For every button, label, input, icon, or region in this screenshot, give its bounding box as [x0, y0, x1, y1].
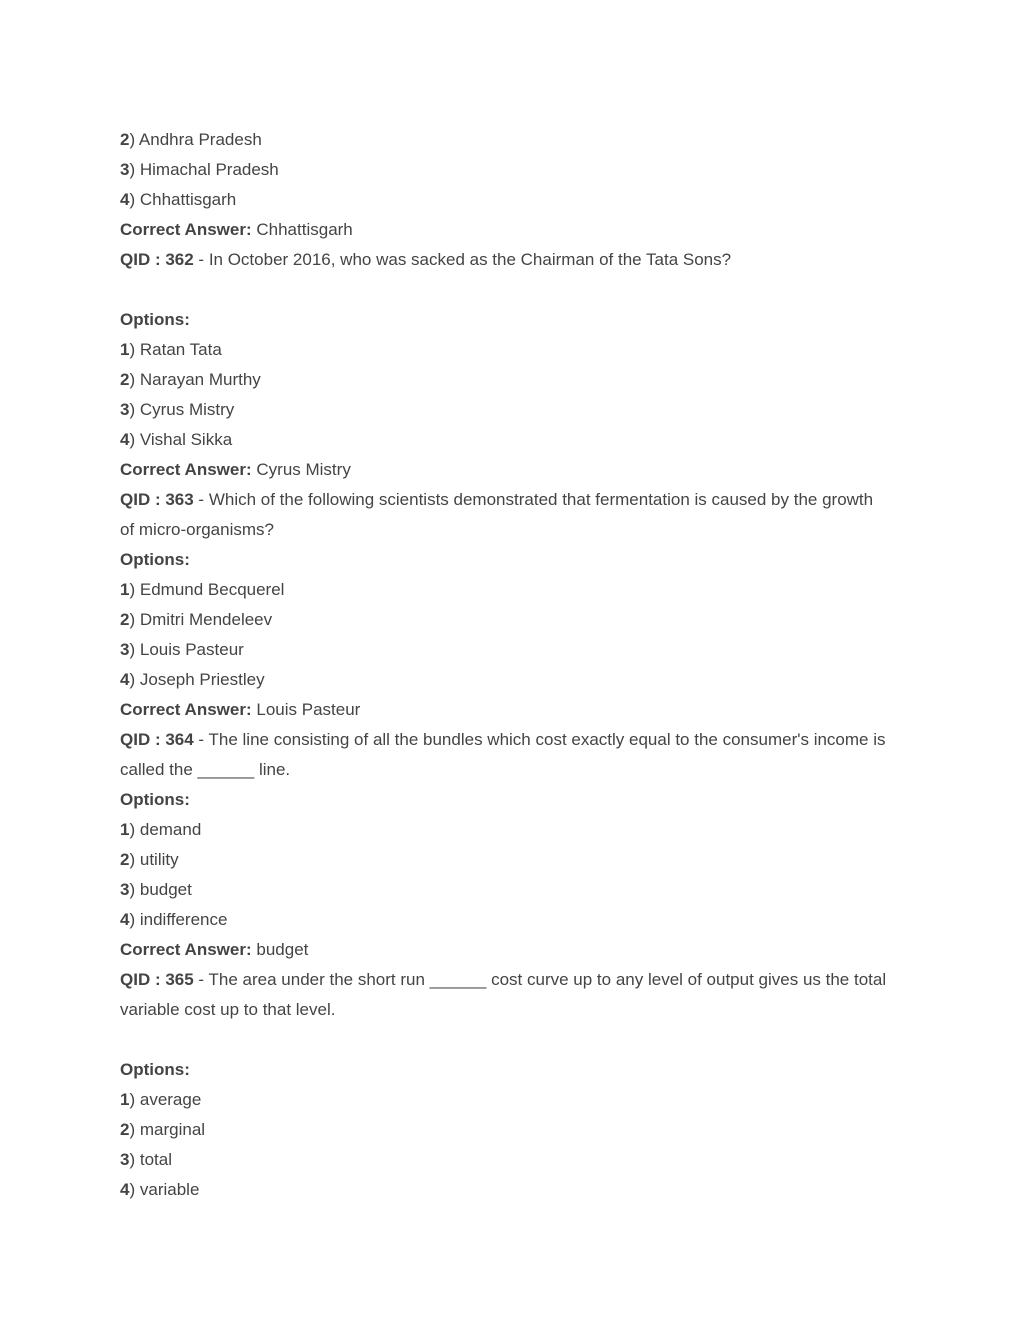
correct-answer: Correct Answer: Louis Pasteur	[120, 700, 361, 719]
option-item: 2) Dmitri Mendeleev	[120, 610, 273, 629]
option-item: 4) variable	[120, 1180, 200, 1199]
option-item: 3) Himachal Pradesh	[120, 160, 279, 179]
option-item: 4) Vishal Sikka	[120, 430, 233, 449]
question-362: QID : 362 - In October 2016, who was sacked as the Chairman of the Tata Sons?	[120, 250, 732, 269]
correct-answer: Correct Answer: budget	[120, 940, 309, 959]
option-item: 3) total	[120, 1150, 172, 1169]
options-heading: Options:	[120, 790, 190, 809]
question-364: QID : 364 - The line consisting of all the bundles which cost exactly equal to the consumer's income is called the ______ line.	[120, 730, 886, 779]
document-page	[120, 125, 890, 1205]
option-item: 3) Cyrus Mistry	[120, 400, 235, 419]
option-item: 2) marginal	[120, 1120, 206, 1139]
correct-answer: Correct Answer: Cyrus Mistry	[120, 460, 351, 479]
option-item: 2) Narayan Murthy	[120, 370, 261, 389]
option-item: 3) Louis Pasteur	[120, 640, 244, 659]
option-item: 1) demand	[120, 820, 202, 839]
options-heading: Options:	[120, 550, 190, 569]
option-item: 1) Edmund Becquerel	[120, 580, 285, 599]
option-item: 2) Andhra Pradesh	[120, 130, 262, 149]
correct-answer: Correct Answer: Chhattisgarh	[120, 220, 353, 239]
option-item: 1) Ratan Tata	[120, 340, 222, 359]
options-heading: Options:	[120, 1060, 190, 1079]
option-item: 4) Chhattisgarh	[120, 190, 237, 209]
option-item: 1) average	[120, 1090, 202, 1109]
question-363: QID : 363 - Which of the following scientists demonstrated that fermentation is caused by the growth of micro-organisms?	[120, 490, 874, 539]
option-item: 4) Joseph Priestley	[120, 670, 265, 689]
option-item: 2) utility	[120, 850, 179, 869]
question-365: QID : 365 - The area under the short run ______ cost curve up to any level of output gives us the total variable cost up to that level.	[120, 970, 887, 1019]
option-item: 3) budget	[120, 880, 192, 899]
option-item: 4) indifference	[120, 910, 228, 929]
options-heading: Options:	[120, 310, 190, 329]
